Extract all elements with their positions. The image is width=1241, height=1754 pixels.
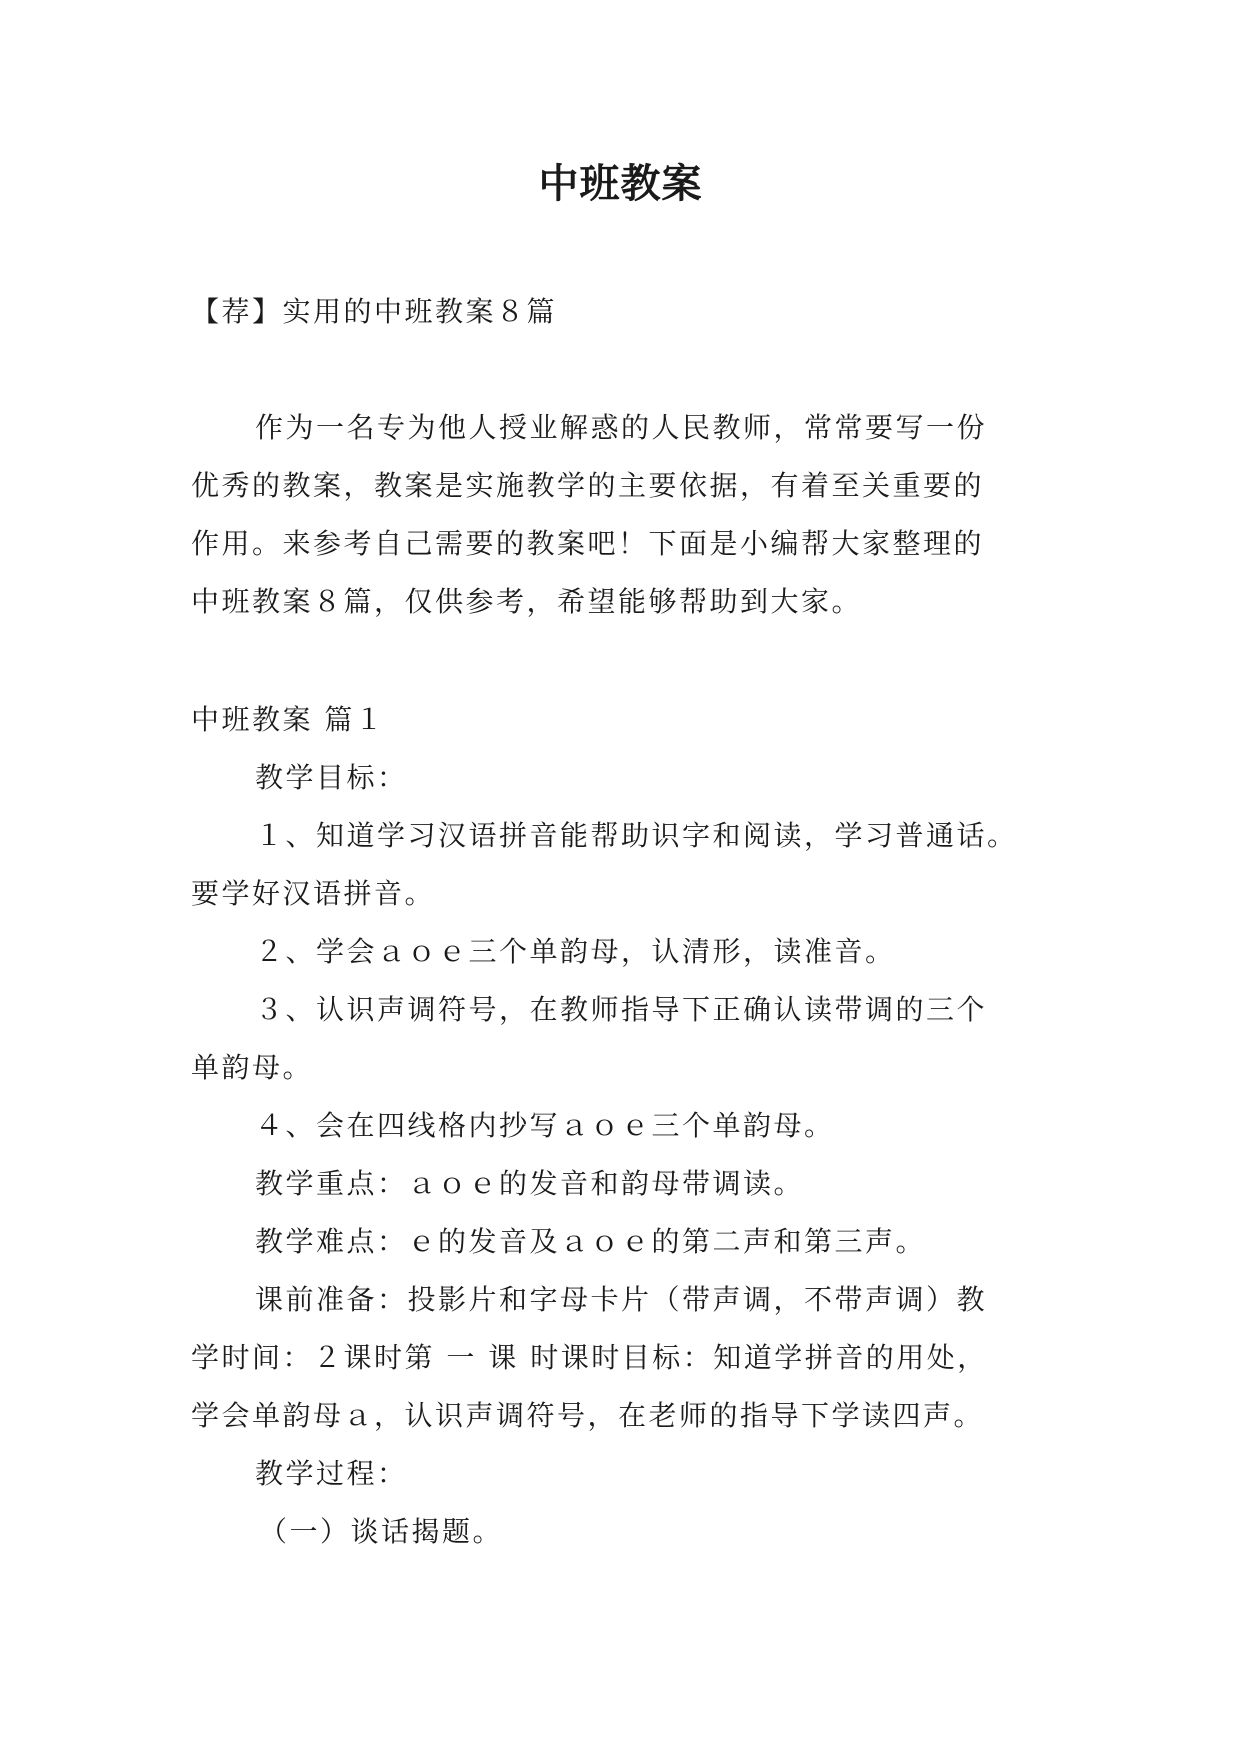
body-line: １、知道学习汉语拼音能帮助识字和阅读，学习普通话。 bbox=[255, 819, 1018, 852]
document-subtitle: 【荐】实用的中班教案８篇 bbox=[191, 295, 558, 328]
body-line: ３、认识声调符号，在教师指导下正确认读带调的三个 bbox=[255, 993, 988, 1026]
body-line: 学会单韵母ａ，认识声调符号，在老师的指导下学读四声。 bbox=[191, 1399, 985, 1432]
intro-line: 中班教案８篇，仅供参考，希望能够帮助到大家。 bbox=[191, 585, 863, 618]
body-line: 教学目标： bbox=[255, 761, 408, 794]
body-line: 要学好汉语拼音。 bbox=[191, 877, 436, 910]
body-line: 教学难点：ｅ的发音及ａｏｅ的第二声和第三声。 bbox=[255, 1225, 927, 1258]
body-line: 单韵母。 bbox=[191, 1051, 314, 1084]
intro-line: 作用。来参考自己需要的教案吧！下面是小编帮大家整理的 bbox=[191, 527, 985, 560]
body-line: ４、会在四线格内抄写ａｏｅ三个单韵母。 bbox=[255, 1109, 835, 1142]
body-line: ２、学会ａｏｅ三个单韵母，认清形，读准音。 bbox=[255, 935, 896, 968]
intro-line: 优秀的教案，教案是实施教学的主要依据，有着至关重要的 bbox=[191, 469, 985, 502]
document-title: 中班教案 bbox=[538, 160, 703, 207]
body-line: 教学过程： bbox=[255, 1457, 408, 1490]
body-line: 学时间：２课时第 一 课 时课时目标：知道学拼音的用处， bbox=[191, 1341, 988, 1374]
section-heading: 中班教案 篇１ bbox=[191, 703, 386, 736]
body-line: 教学重点：ａｏｅ的发音和韵母带调读。 bbox=[255, 1167, 805, 1200]
intro-line: 作为一名专为他人授业解惑的人民教师，常常要写一份 bbox=[255, 411, 988, 444]
body-line: 课前准备：投影片和字母卡片（带声调，不带声调）教 bbox=[255, 1283, 988, 1316]
body-line: （一）谈话揭题。 bbox=[259, 1515, 504, 1548]
